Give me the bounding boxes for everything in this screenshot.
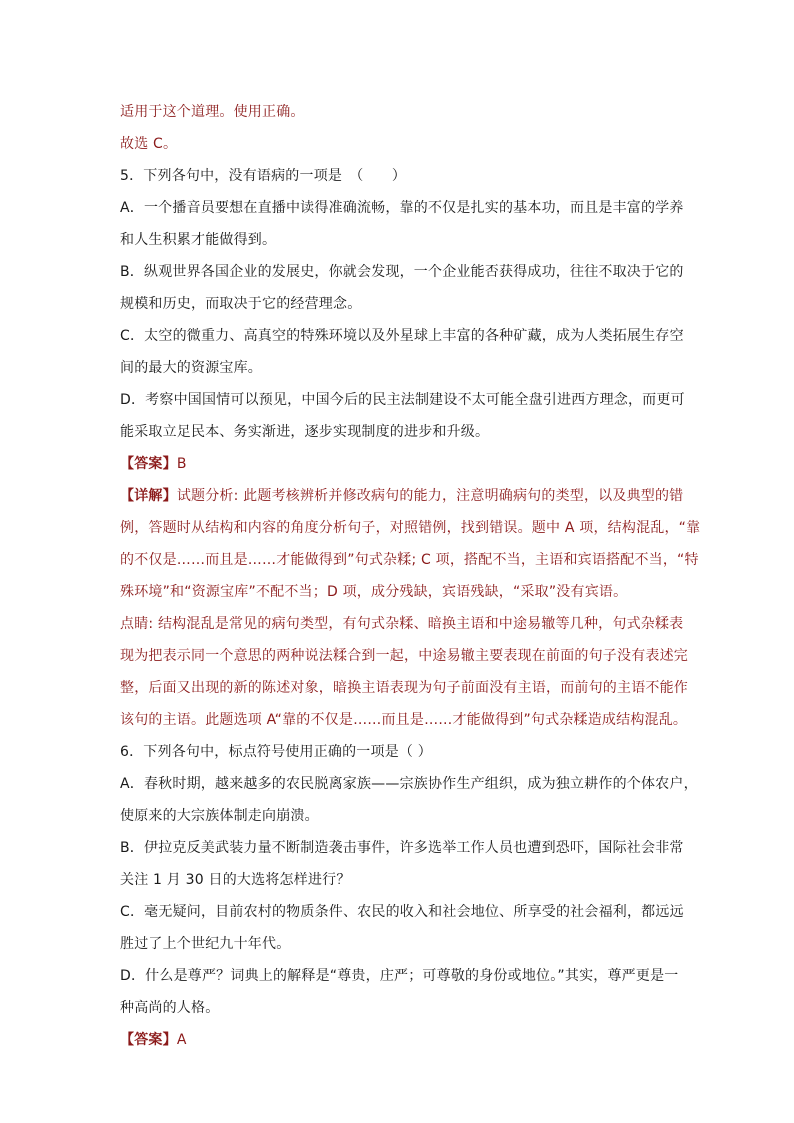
q6-option-line: 使原来的大宗族体制走向崩溃。	[120, 808, 319, 824]
answer-6	[120, 1030, 187, 1050]
detail-line: 点睛: 结构混乱是常见的病句类型，有句式杂糅、暗换主语和中途易辙等几种，句式杂糅表	[120, 616, 684, 632]
q6-option-line: 种高尚的人格。	[120, 1000, 220, 1016]
detail-line: 殊环境”和“资源宝库”不配不当；D 项，成分残缺，宾语残缺，“采取”没有宾语。	[120, 584, 628, 600]
q6-option-line: 胜过了上个世纪九十年代。	[120, 936, 291, 952]
detail-line: 该句的主语。此题选项 A“靠的不仅是……而且是……才能做得到”句式杂糅造成结构混乱。	[120, 712, 688, 728]
detail-line: 【详解】试题分析: 此题考核辨析并修改病句的能力，注意明确病句的类型，以及典型的错	[120, 488, 684, 504]
option-b-line2: 规模和历史，而取决于它的经营理念。	[120, 296, 362, 312]
q6-option-line: C．毫无疑问，目前农村的物质条件、农民的收入和社会地位、所享受的社会福利，都远远	[120, 904, 684, 920]
option-d-line2: 能采取立足民本、务实渐进，逐步实现制度的进步和升级。	[120, 424, 490, 440]
option-c-line2: 间的最大的资源宝库。	[120, 360, 262, 376]
option-a-line1: A．一个播音员要想在直播中读得准确流畅，靠的不仅是扎实的基本功，而且是丰富的学养	[120, 200, 684, 216]
answer-tag: 【答案】	[120, 456, 177, 472]
q6-option-line: D．什么是尊严？词典上的解释是“尊贵，庄严；可尊敬的身份或地位。”其实，尊严更是一	[120, 968, 679, 984]
option-a-line2: 和人生积累才能做得到。	[120, 232, 277, 248]
q6-option-line: A．春秋时期，越来越多的农民脱离家族——宗族协作生产组织，成为独立耕作的个体农户，	[120, 776, 698, 792]
text-line: 故选 C。	[120, 136, 178, 152]
answer-value: A	[176, 1032, 187, 1048]
text-line: 适用于这个道理。使用正确。	[120, 104, 305, 120]
option-c-line1: C．太空的微重力、高真空的特殊环境以及外星球上丰富的各种矿藏，成为人类拓展生存空	[120, 328, 684, 344]
question-5-stem: 5．下列各句中，没有语病的一项是 （ ）	[120, 168, 407, 184]
detail-tag: 【详解】	[120, 488, 177, 504]
answer-tag: 【答案】	[120, 1032, 177, 1048]
detail-line: 现为把表示同一个意思的两种说法糅合到一起，中途易辙主要表现在前面的句子没有表述完	[120, 648, 688, 664]
answer-5	[120, 454, 187, 474]
answer-value: B	[176, 456, 187, 472]
option-b-line1: B．纵观世界各国企业的发展史，你就会发现，一个企业能否获得成功，往往不取决于它的	[120, 264, 684, 280]
detail-line: 的不仅是……而且是……才能做得到”句式杂糅; C 项，搭配不当，主语和宾语搭配不当，“特	[120, 552, 699, 568]
question-6-stem: 6．下列各句中，标点符号使用正确的一项是（ ）	[120, 744, 432, 760]
q6-option-line: B．伊拉克反美武装力量不断制造袭击事件，许多选举工作人员也遭到恐吓，国际社会非常	[120, 840, 684, 856]
detail-line: 例，答题时从结构和内容的角度分析句子，对照错例，找到错误。题中 A 项，结构混乱，“靠	[120, 520, 701, 536]
q6-option-line: 关注 1 月 30 日的大选将怎样进行？	[120, 872, 351, 888]
option-d-line1: D．考察中国国情可以预见，中国今后的民主法制建设不太可能全盘引进西方理念，而更可	[120, 392, 685, 408]
detail-line: 整，后面又出现的新的陈述对象，暗换主语表现为句子前面没有主语，而前句的主语不能作	[120, 680, 688, 696]
